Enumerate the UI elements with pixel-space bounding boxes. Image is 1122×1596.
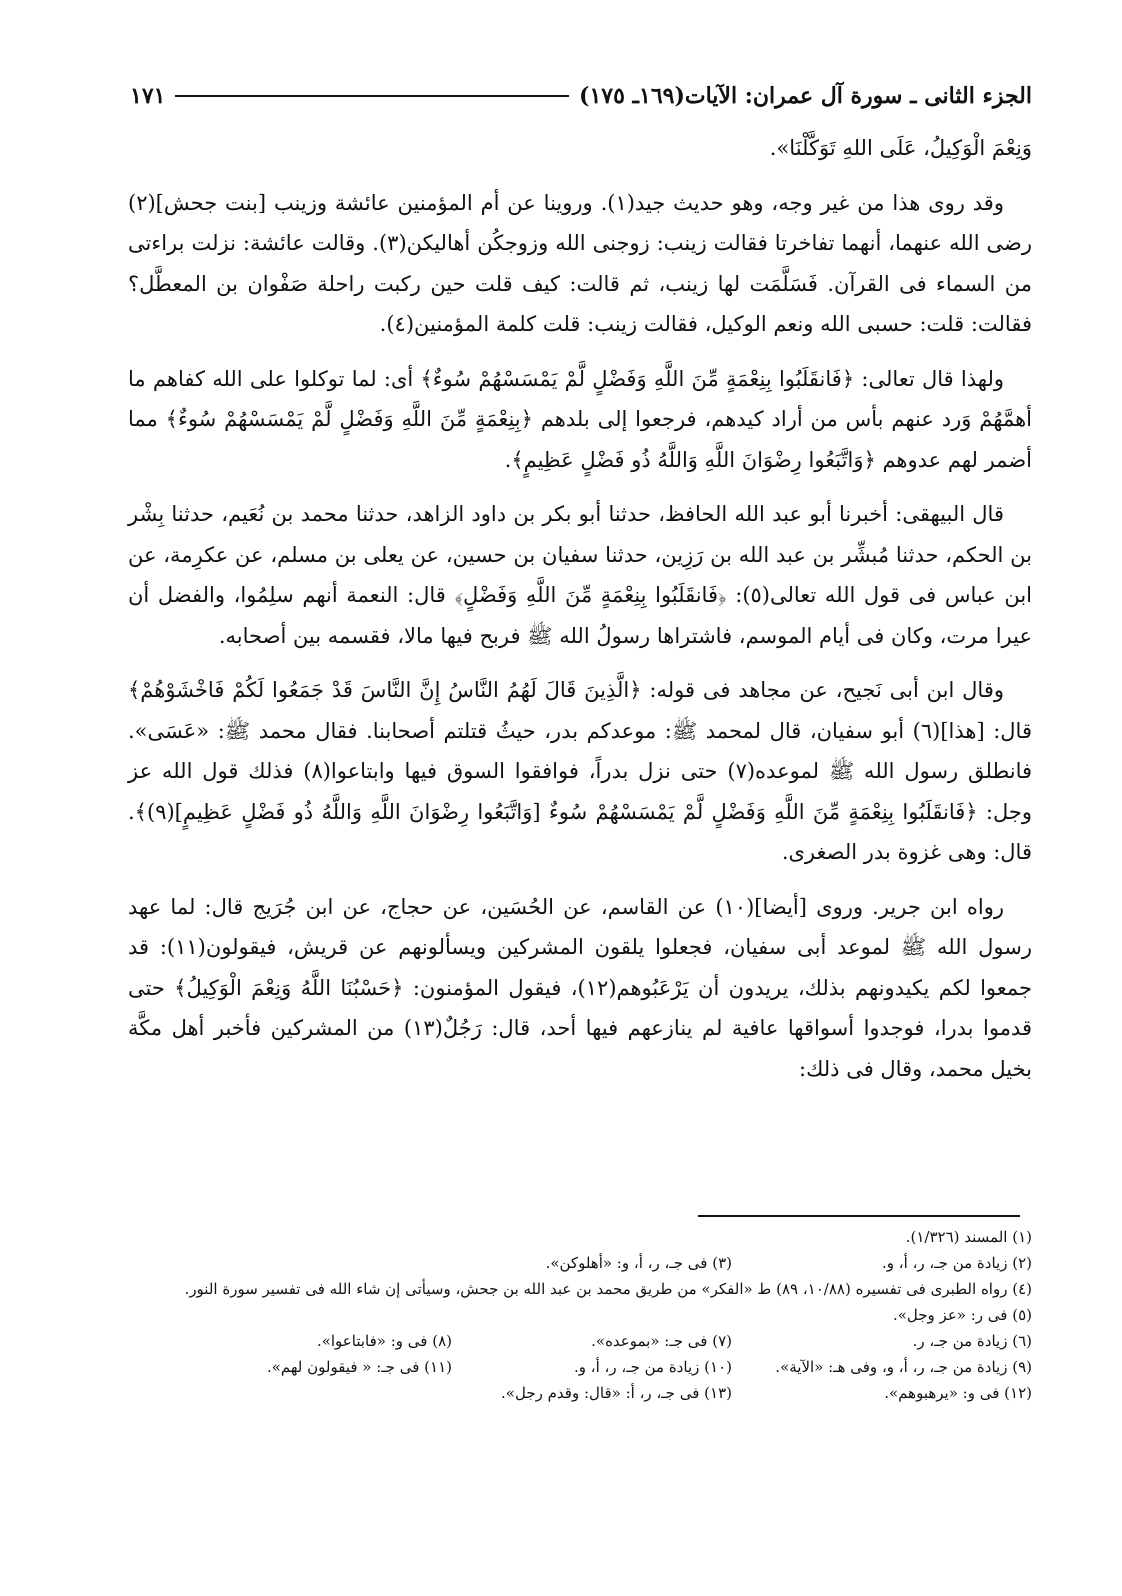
running-header	[130, 76, 1032, 116]
footnote-4: (٤) رواه الطبرى فى تفسيره (١٠/٨٨، ٨٩) ط «الفكر» من طريق محمد بن عبد الله بن جحش، وسيأتى إن شاء الله فى تفسير سورة النور.	[184, 1280, 1032, 1298]
footnote-12: (١٢) فى و: «يرهبوهم».	[884, 1384, 1032, 1402]
paragraph-4: قال البيهقى: أخبرنا أبو عبد الله الحافظ، حدثنا أبو بكر بن داود الزاهد، حدثنا محمد بن نُعَيم، حدثنا بِشْر بن الحكم، حدثنا مُبشِّر بن عبد الله بن رَزِين، حدثنا سفيان بن حسين، عن يعلى بن مسلم، عن عكرِمة، عن ابن عباس فى قول الله تعالى(٥): ﴿فَانقَلَبُوا بِنِعْمَةٍ مِّنَ اللَّهِ وَفَضْلٍ﴾ قال: النعمة أنهم سلِمُوا، والفضل أن عيرا مرت، وكان فى أيام الموسم، فاشتراها رسولُ الله ﷺ فربح فيها مالا، فقسمه بين أصحابه.	[128, 502, 1033, 648]
footnote-13: (١٣) فى جـ، ر، أ: «قال: وقدم رجل».	[501, 1384, 732, 1402]
footnote-7: (٧) فى جـ: «بموعده».	[591, 1332, 732, 1350]
footnote-row	[128, 1224, 1032, 1250]
header-rule	[175, 95, 569, 97]
running-title: الجزء الثانى ـ سورة آل عمران: الآيات(١٦٩ـ ١٧٥)	[579, 83, 1032, 109]
footnote-row	[128, 1276, 1032, 1302]
footnote-row	[128, 1302, 1032, 1328]
paragraph-3: ولهذا قال تعالى: ﴿فَانقَلَبُوا بِنِعْمَةٍ مِّنَ اللَّهِ وَفَضْلٍ لَّمْ يَمْسَسْهُمْ سُوءٌ﴾ أى: لما توكلوا على الله كفاهم ما أهمَّهُمْ وَرد عنهم بأس من أراد كيدهم، فرجعوا إلى بلدهم ﴿بِنِعْمَةٍ مِّنَ اللَّهِ وَفَضْلٍ لَّمْ يَمْسَسْهُمْ سُوءٌ﴾ مما أضمر لهم عدوهم ﴿وَاتَّبَعُوا رِضْوَانَ اللَّهِ وَاللَّهُ ذُو فَضْلٍ عَظِيمٍ﴾.	[128, 366, 1032, 472]
main-text	[128, 128, 1032, 1103]
footnote-1: (١) المسند (١/٣٢٦).	[905, 1228, 1032, 1246]
footnote-rule	[698, 1215, 1020, 1217]
footnote-row	[128, 1354, 1032, 1380]
footnotes	[128, 1224, 1032, 1406]
paragraph-2: وقد روى هذا من غير وجه، وهو حديث جيد(١). وروينا عن أم المؤمنين عائشة وزينب [بنت جحش](٢) رضى الله عنهما، أنهما تفاخرتا فقالت زينب: زوجنى الله وزوجكُن أهاليكن(٣). وقالت عائشة: نزلت براءتى من السماء فى القرآن. فَسَلَّمَت لها زينب، ثم قالت: كيف قلت حين ركبت راحلة صَفْوان بن المعطَّل؟ فقالت: قلت: حسبى الله ونعم الوكيل، فقالت زينب: قلت كلمة المؤمنين(٤).	[128, 190, 1032, 336]
footnote-row	[128, 1380, 1032, 1406]
footnote-row	[128, 1328, 1032, 1354]
footnote-5: (٥) فى ر: «عز وجل».	[892, 1306, 1032, 1324]
footnote-8: (٨) فى و: «فابتاعوا».	[316, 1332, 452, 1350]
paragraph-6: رواه ابن جرير. وروى [أيضا](١٠) عن القاسم، عن الحُسَين، عن حجاج، عن ابن جُرَيج قال: لما عهد رسول الله ﷺ لموعد أبى سفيان، فجعلوا يلقون المشركين ويسألونهم عن قريش، فيقولون(١١): قد جمعوا لكم يكيدونهم بذلك، يريدون أن يَرْعَبُوهم(١٢)، فيقول المؤمنون: ﴿حَسْبُنَا اللَّهُ وَنِعْمَ الْوَكِيلُ﴾ حتى قدموا بدرا، فوجدوا أسواقها عافية لم ينازعهم فيها أحد، قال: رَجُلٌ(١٣) من المشركين فأخبر أهل مكَّة بخيل محمد، وقال فى ذلك:	[128, 894, 1033, 1081]
footnote-11: (١١) فى جـ: « فيقولون لهم».	[266, 1358, 452, 1376]
paragraph-5: وقال ابن أبى نَجيح، عن مجاهد فى قوله: ﴿الَّذِينَ قَالَ لَهُمُ النَّاسُ إِنَّ النَّاسَ قَدْ جَمَعُوا لَكُمْ فَاخْشَوْهُمْ﴾ قال: [هذا](٦) أبو سفيان، قال لمحمد ﷺ: موعدكم بدر، حيثُ قتلتم أصحابنا. فقال محمد ﷺ: «عَسَى». فانطلق رسول الله ﷺ لموعده(٧) حتى نزل بدراً، فوافقوا السوق فيها وابتاعوا(٨) فذلك قول الله عز وجل: ﴿فَانقَلَبُوا بِنِعْمَةٍ مِّنَ اللَّهِ وَفَضْلٍ لَّمْ يَمْسَسْهُمْ سُوءٌ [وَاتَّبَعُوا رِضْوَانَ اللَّهِ وَاللَّهُ ذُو فَضْلٍ عَظِيمٍ](٩)﴾. قال: وهى غزوة بدر الصغرى.	[128, 678, 1033, 864]
footnote-2: (٢) زيادة من جـ، ر، أ، و.	[882, 1254, 1032, 1272]
footnote-10: (١٠) زيادة من جـ، ر، أ، و.	[573, 1358, 732, 1376]
footnote-3: (٣) فى جـ، ر، أ، و: «أهلوكن».	[545, 1254, 732, 1272]
footnote-6: (٦) زيادة من جـ، ر.	[912, 1332, 1032, 1350]
page-number: ١٧١	[130, 83, 166, 109]
paragraph-1: وَنِعْمَ الْوَكِيلُ، عَلَى اللهِ تَوَكَّلْنَا».	[769, 136, 1032, 160]
footnote-9: (٩) زيادة من جـ، ر، أ، و، وفى هـ: «الآية».	[775, 1358, 1032, 1376]
footnote-row	[128, 1250, 1032, 1276]
